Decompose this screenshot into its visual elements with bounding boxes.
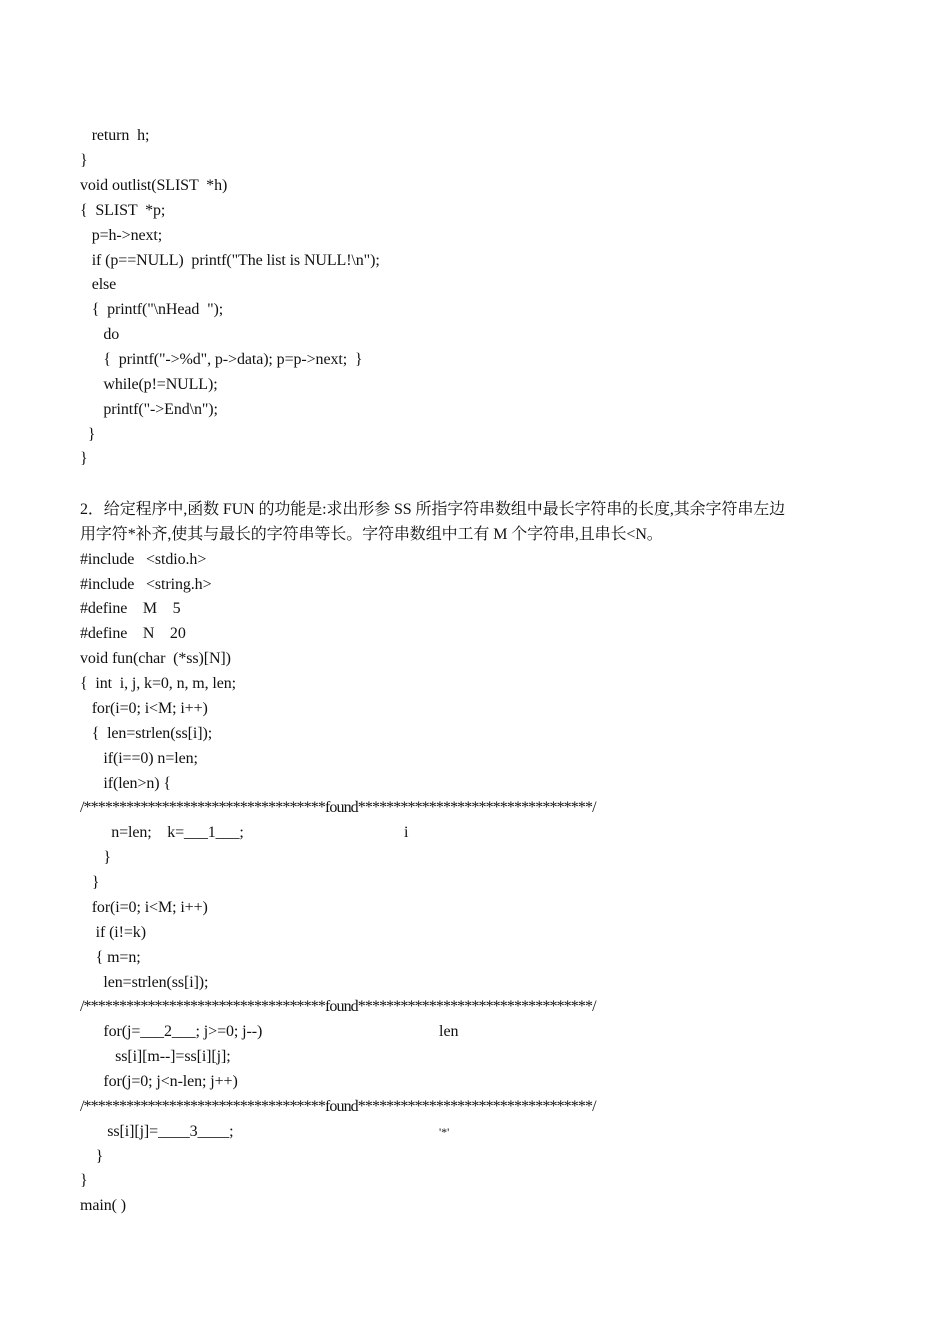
code-line: if (i!=k)	[80, 924, 146, 941]
found-marker: /**********************************found*********************************/	[80, 998, 596, 1015]
code-line: main( )	[80, 1197, 126, 1214]
code-line: else	[80, 276, 117, 293]
code-line: }	[80, 1148, 104, 1165]
code-line: len=strlen(ss[i]);	[80, 974, 209, 991]
code-line: { SLIST *p;	[80, 202, 166, 219]
code-line: for(j=0; j<n-len; j++)	[80, 1073, 238, 1090]
code-line: }	[80, 152, 88, 169]
code-line: printf("->End\n");	[80, 401, 218, 418]
code-line: for(i=0; i<M; i++)	[80, 899, 208, 916]
code-line: }	[80, 874, 100, 891]
question-text-line-1: 2．给定程序中,函数 FUN 的功能是:求出形参 SS 所指字符串数组中最长字符串的长度,其余字符串左边	[80, 501, 786, 518]
code-line: do	[80, 326, 120, 343]
answer-2: len	[439, 1023, 459, 1040]
code-line: #define N 20	[80, 625, 186, 642]
code-line: { printf("\nHead ");	[80, 301, 224, 318]
code-line: { len=strlen(ss[i]);	[80, 725, 213, 742]
code-line-blank-1: n=len; k=___1___;	[80, 824, 244, 841]
code-line: if(i==0) n=len;	[80, 750, 198, 767]
code-line-blank-3: ss[i][j]=____3____;	[80, 1123, 234, 1140]
found-marker: /**********************************found*********************************/	[80, 799, 596, 816]
code-line: #define M 5	[80, 600, 181, 617]
code-line: if (p==NULL) printf("The list is NULL!\n");	[80, 252, 380, 269]
answer-1: i	[404, 824, 409, 841]
code-line: }	[80, 849, 111, 866]
code-line: { printf("->%d", p->data); p=p->next; }	[80, 351, 363, 368]
code-line: void outlist(SLIST *h)	[80, 177, 228, 194]
code-line: ss[i][m--]=ss[i][j];	[80, 1048, 231, 1065]
code-line: }	[80, 426, 96, 443]
code-line: for(i=0; i<M; i++)	[80, 700, 208, 717]
code-line: p=h->next;	[80, 227, 163, 244]
code-line: #include <string.h>	[80, 576, 212, 593]
code-line: if(len>n) {	[80, 775, 171, 792]
code-line: return h;	[80, 127, 150, 144]
code-line: #include <stdio.h>	[80, 551, 207, 568]
code-line-blank-2: for(j=___2___; j>=0; j--)	[80, 1023, 263, 1040]
code-line: }	[80, 450, 88, 467]
code-line: void fun(char (*ss)[N])	[80, 650, 231, 667]
answer-3: '*'	[439, 1125, 450, 1139]
code-line: }	[80, 1172, 88, 1189]
code-line: { int i, j, k=0, n, m, len;	[80, 675, 237, 692]
code-line: while(p!=NULL);	[80, 376, 218, 393]
code-line: { m=n;	[80, 949, 141, 966]
question-text-line-2: 用字符*补齐,使其与最长的字符串等长。字符串数组中工有 M 个字符串,且串长<N。	[80, 526, 663, 543]
found-marker: /**********************************found*********************************/	[80, 1098, 596, 1115]
